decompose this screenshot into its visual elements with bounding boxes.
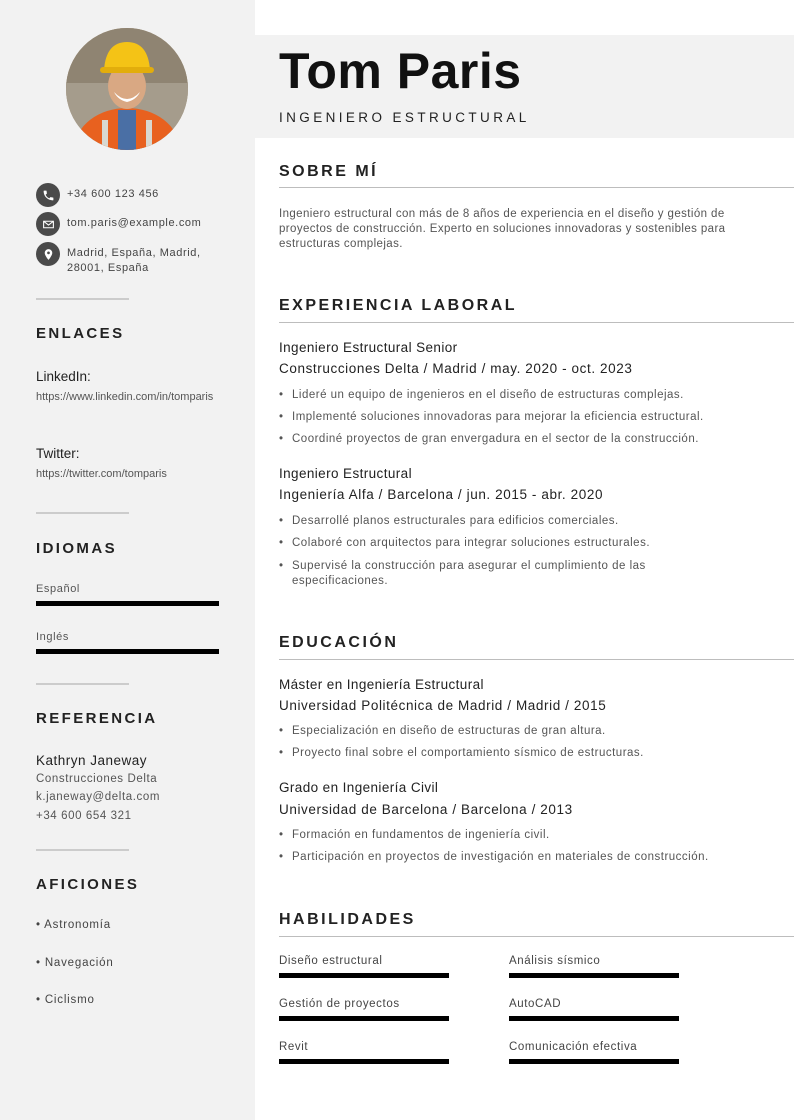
hobbies-heading: AFICIONES [36, 876, 140, 893]
job-bullet: • Implementé soluciones innovadoras para mejorar la eficiencia estructural. [279, 410, 779, 425]
linkedin-label: LinkedIn: [36, 369, 91, 384]
skill-level-bar [509, 1016, 679, 1021]
address-text: Madrid, España, Madrid, 28001, España [67, 247, 201, 274]
language-name: Inglés [36, 631, 69, 643]
skill-name: Comunicación efectiva [509, 1041, 638, 1053]
job-subtitle: Ingeniería Alfa / Barcelona / jun. 2015 - abr. 2020 [279, 487, 604, 502]
section-rule [279, 936, 794, 937]
reference-company: Construcciones Delta [36, 773, 158, 785]
language-name: Español [36, 583, 80, 595]
phone-text: +34 600 123 456 [67, 188, 159, 200]
reference-phone: +34 600 654 321 [36, 810, 132, 822]
sidebar-divider [36, 512, 129, 514]
sidebar-divider [36, 683, 129, 685]
job-role: INGENIERO ESTRUCTURAL [279, 110, 530, 125]
job-bullet: • Supervisé la construcción para asegurar el cumplimiento de las especificaciones. [279, 559, 699, 589]
skill-name: Revit [279, 1041, 309, 1053]
contact-address [36, 242, 226, 276]
section-rule [279, 322, 794, 323]
about-text: Ingeniero estructural con más de 8 años de experiencia en el diseño y gestión de proyectos de construcción. Experto en soluciones innovadoras y sostenibles para estructuras complejas. [279, 208, 726, 250]
contact-email [36, 212, 226, 236]
sidebar-divider [36, 849, 129, 851]
email-icon [36, 212, 60, 236]
hobby-item: • Ciclismo [36, 994, 95, 1006]
skill-name: AutoCAD [509, 998, 562, 1010]
full-name: Tom Paris [279, 43, 522, 99]
twitter-url[interactable]: https://twitter.com/tomparis [36, 468, 167, 480]
degree-bullet: • Especialización en diseño de estructuras de gran altura. [279, 724, 779, 739]
contact-phone [36, 183, 226, 207]
job-subtitle: Construcciones Delta / Madrid / may. 2020 - oct. 2023 [279, 361, 633, 376]
job-bullet: • Colaboré con arquitectos para integrar soluciones estructurales. [279, 536, 779, 551]
skill-level-bar [279, 973, 449, 978]
degree-bullet: • Participación en proyectos de investigación en materiales de construcción. [279, 850, 779, 865]
reference-heading: REFERENCIA [36, 710, 158, 727]
section-rule [279, 659, 794, 660]
section-rule [279, 187, 794, 188]
skill-level-bar [279, 1016, 449, 1021]
phone-icon [36, 183, 60, 207]
degree-bullet: • Proyecto final sobre el comportamiento sísmico de estructuras. [279, 746, 779, 761]
degree-title: Grado en Ingeniería Civil [279, 780, 439, 795]
degree-bullet: • Formación en fundamentos de ingeniería civil. [279, 828, 779, 843]
job-bullet: • Lideré un equipo de ingenieros en el diseño de estructuras complejas. [279, 388, 779, 403]
sidebar [0, 0, 255, 1120]
skill-name: Análisis sísmico [509, 955, 601, 967]
sidebar-divider [36, 298, 129, 300]
education-heading: EDUCACIÓN [279, 634, 399, 651]
skill-level-bar [509, 973, 679, 978]
job-bullet: • Coordiné proyectos de gran envergadura en el sector de la construcción. [279, 432, 779, 447]
linkedin-url[interactable]: https://www.linkedin.com/in/tomparis [36, 391, 214, 403]
language-level-bar [36, 601, 219, 606]
avatar [66, 28, 188, 150]
location-pin-icon [36, 242, 60, 266]
email-text[interactable]: tom.paris@example.com [67, 217, 202, 229]
hobby-item: • Navegación [36, 957, 114, 969]
hobby-item: • Astronomía [36, 919, 111, 931]
skills-heading: HABILIDADES [279, 911, 416, 928]
twitter-label: Twitter: [36, 446, 80, 461]
language-level-bar [36, 649, 219, 654]
job-bullet: • Desarrollé planos estructurales para edificios comerciales. [279, 514, 779, 529]
skill-level-bar [279, 1059, 449, 1064]
degree-subtitle: Universidad Politécnica de Madrid / Madrid / 2015 [279, 698, 607, 713]
degree-subtitle: Universidad de Barcelona / Barcelona / 2013 [279, 802, 573, 817]
skill-name: Diseño estructural [279, 955, 383, 967]
experience-heading: EXPERIENCIA LABORAL [279, 297, 518, 314]
job-title: Ingeniero Estructural Senior [279, 340, 458, 355]
links-heading: ENLACES [36, 325, 125, 342]
reference-email[interactable]: k.janeway@delta.com [36, 791, 161, 803]
languages-heading: IDIOMAS [36, 540, 117, 557]
skill-level-bar [509, 1059, 679, 1064]
job-title: Ingeniero Estructural [279, 466, 412, 481]
avatar-photo [66, 28, 188, 150]
skill-name: Gestión de proyectos [279, 998, 400, 1010]
reference-name: Kathryn Janeway [36, 753, 148, 768]
degree-title: Máster en Ingeniería Estructural [279, 677, 484, 692]
about-heading: SOBRE MÍ [279, 163, 379, 180]
